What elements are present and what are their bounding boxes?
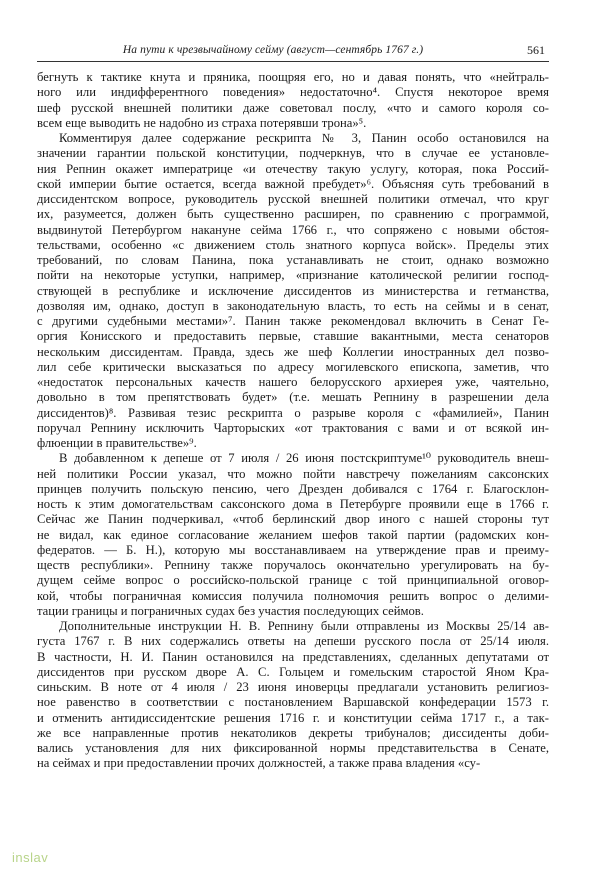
text-line: диссидентов при русском дворе А. С. Гольцем и гомельским старостой Яном Кра- xyxy=(37,664,549,679)
text-line: «недостаток персональных качеств нашего белорусского архиерея уже, чаятельно, xyxy=(37,375,549,389)
text-line: требований, по словам Панина, пока устанавливать не стоит, однако возможно xyxy=(37,253,549,267)
text-line: нескольким диссидентам. Правда, здесь же шеф Коллегии иностранных дел позво- xyxy=(37,344,549,359)
text-line: оргия Конисского и предоставить первые, ставшие вакантными, места сенаторов xyxy=(37,329,549,344)
text-line: же все направленные против некатоликов декреты трибуналов; диссиденты доби- xyxy=(37,725,549,740)
text-line: ней политики России указал, что можно пойти навстречу пожеланиям саксонских xyxy=(37,466,549,481)
text-line: ного или индифферентного поведения» недостаточно⁴. Спустя некоторое время xyxy=(37,85,549,100)
text-line: диссидентов)⁸. Развивая тезис рескрипта о разрыве короля с «фамилией», Панин xyxy=(37,405,549,420)
text-line: ное равенство в соответствии с постановлением Варшавской конфедерации 1573 г. xyxy=(37,695,549,710)
text-line: тельствами, особенно «с движением столь знатного корпуса войск». Пределы этих xyxy=(37,237,549,252)
running-header xyxy=(37,40,549,64)
text-line: В частности, Н. И. Панин остановился на представлениях, сделанных депутатами от xyxy=(37,649,549,664)
text-line: всем еще выводить не надобно из страха потерявши трона»⁵. xyxy=(37,115,367,130)
text-line: федератов. — Б. Н.), которую мы восстанавливаем на утверждение прав и преиму- xyxy=(37,542,549,557)
text-line: выдвинутой Петербургом накануне сейма 1766 г., что сопряжено с новыми обстоя- xyxy=(37,222,549,237)
text-line: кой, чтобы пограничная комиссия получила полномочия решить вопрос о делими- xyxy=(37,588,549,603)
text-line: поручал Репнину исключить Чарторыских «от трактования с вами и от всякой ин- xyxy=(37,420,549,435)
text-line: ществ республики». Репнину также поручалось окончательно урегулировать на бу- xyxy=(37,558,549,572)
watermark-logo: inslav xyxy=(12,850,49,865)
text-line: Дополнительные инструкции Н. В. Репнину были отправлены из Москвы 25/14 ав- xyxy=(59,619,549,633)
page-number: 561 xyxy=(527,43,545,57)
text-line: их, разумеется, должен быть существенно расширен, по сравнению с программой, xyxy=(37,207,549,222)
text-line: вались установления для них фиксированной нормы представительства в Сенате, xyxy=(37,741,549,755)
text-line: и отменить антидиссидентские решения 1716 г. и конституции сейма 1717 г., а так- xyxy=(37,710,549,725)
text-line: шеф русской внешней политики даже советовал послу, «что и самого короля со- xyxy=(37,100,549,115)
text-line: ской империи бытие остается, всегда важной пребудет»⁶. Объясняя суть требований в xyxy=(37,176,549,191)
text-line: принцев получить польскую пенсию, чего Дрезден добивался с 1764 г. Благосклон- xyxy=(37,481,549,496)
text-line: синьским. В ноте от 4 июля / 23 июня иноверцы предлагали установить религиоз- xyxy=(37,680,549,694)
text-line: диссидентском вопросе, руководитель русской внешней политики отмечал, что круг xyxy=(37,192,549,206)
text-line: Комментируя далее содержание рескрипта № 3, Панин особо остановился на xyxy=(59,131,549,145)
text-line: Сейчас же Панин подчеркивал, «чтоб берлинский двор иного с нашей стороны тут xyxy=(37,512,549,527)
text-line: лил себе критически высказаться по адресу могилевского епископа, заметив, что xyxy=(37,359,549,374)
text-line: флюенции в правительстве»⁹. xyxy=(37,436,197,450)
text-line: не видал, как единое согласование желанием шефов такой партии (радомских кон- xyxy=(37,527,549,542)
text-line: тации границы и пограничных судах без участия последующих сеймов. xyxy=(37,603,424,618)
text-line: густа 1767 г. В них содержались ответы на депеши русского посла от 25/14 июля. xyxy=(37,634,549,649)
text-line: пойти на некоторые уступки, например, «признание католической религии господ- xyxy=(37,268,549,283)
running-header-title: На пути к чрезвычайному сейму (август—сентябрь 1767 г.) xyxy=(122,44,424,56)
text-line: ность к этим домогательствам саксонского дома в Петербурге проявили еще в 1766 г. xyxy=(37,497,549,511)
text-line: с другими судебными местами»⁷. Панин также рекомендовал включить в Сенат Ге- xyxy=(37,314,549,328)
text-line: довольно в том препятствовать будет» (т.е. мешать Репнину в разрешении дела xyxy=(37,390,549,405)
text-line: значении гарантии польской конституции, подчеркнув, что в случае ее установле- xyxy=(37,146,549,161)
text-line: на сеймах и при предоставлении прочих должностей, а также права владения «су- xyxy=(37,756,481,771)
text-line: ствующей в республике и исключение диссидентов из министерства и гетманства, xyxy=(37,283,549,298)
text-line: В добавленном к депеше от 7 июля / 26 июня постскриптуме¹⁰ руководитель внеш- xyxy=(59,451,549,466)
body-text xyxy=(37,70,549,772)
text-line: дозволяя им, однако, доступ в законодательную власть, то есть на сеймы и в сенат, xyxy=(37,298,549,313)
text-line: ния Репнин окажет императрице «и отечеству такую услугу, которая, пока Россий- xyxy=(37,161,549,176)
header-divider xyxy=(37,61,549,62)
text-line: бегнуть к тактике кнута и пряника, поощряя его, но и давая понять, что «нейтраль- xyxy=(37,70,549,84)
text-line: дущем сейме вопрос о российско-польской границе с той принципиальной оговор- xyxy=(37,573,549,588)
